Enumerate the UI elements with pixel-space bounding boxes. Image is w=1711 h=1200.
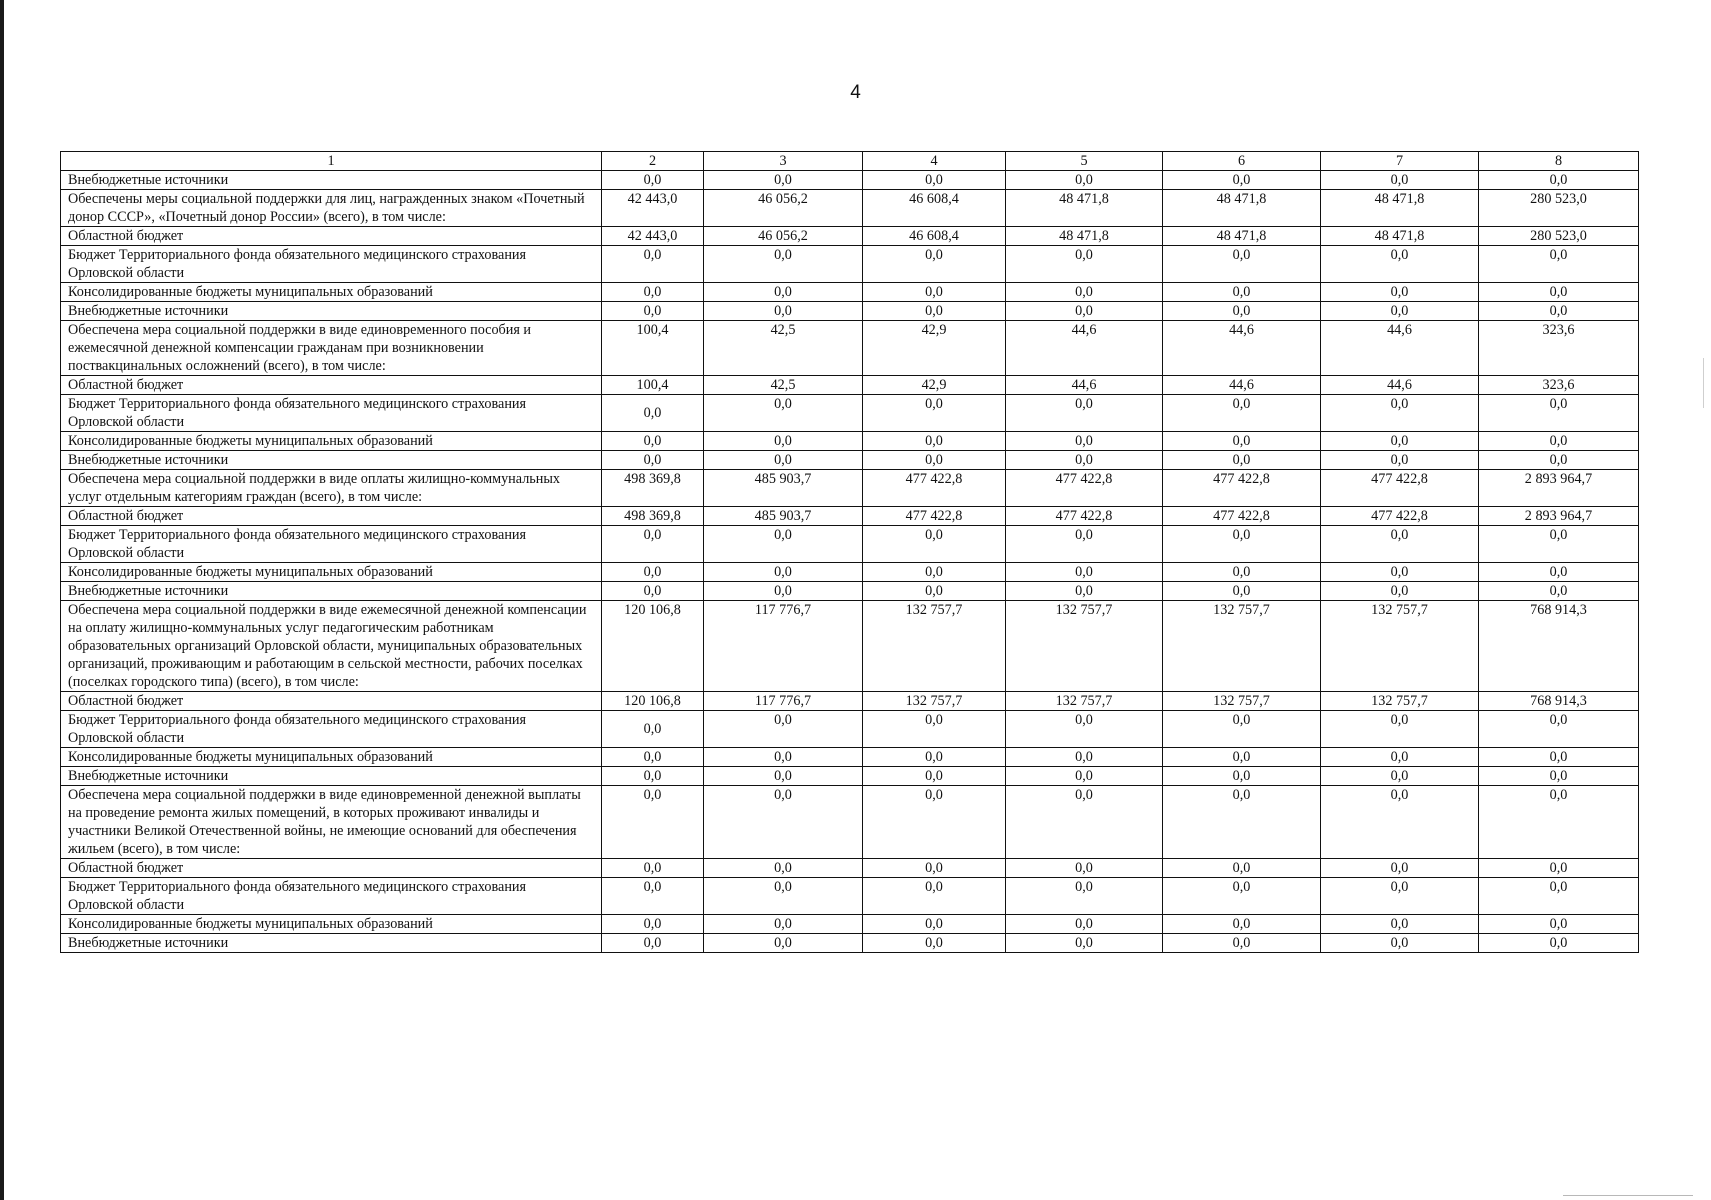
value-cell: 0,0: [863, 283, 1006, 302]
value-cell: 0,0: [602, 786, 704, 859]
value-cell: 0,0: [1163, 451, 1321, 470]
value-cell: 0,0: [1006, 526, 1163, 563]
value-cell: 0,0: [1321, 711, 1479, 748]
value-cell: 48 471,8: [1163, 227, 1321, 246]
value-cell: 0,0: [1321, 748, 1479, 767]
table-row: [61, 321, 1639, 376]
row-label: Областной бюджет: [61, 859, 602, 878]
row-label: Областной бюджет: [61, 227, 602, 246]
value-cell: 42,5: [704, 321, 863, 376]
value-cell: 477 422,8: [863, 507, 1006, 526]
value-cell: 0,0: [863, 767, 1006, 786]
value-cell: 46 608,4: [863, 190, 1006, 227]
value-cell: 0,0: [704, 302, 863, 321]
row-label: Консолидированные бюджеты муниципальных образований: [61, 283, 602, 302]
row-label: Внебюджетные источники: [61, 451, 602, 470]
table-row: [61, 451, 1639, 470]
value-cell: 0,0: [1321, 451, 1479, 470]
value-cell: 768 914,3: [1479, 601, 1639, 692]
value-cell: 0,0: [602, 432, 704, 451]
value-cell: 477 422,8: [1163, 507, 1321, 526]
value-cell: 0,0: [1163, 934, 1321, 953]
value-cell: 48 471,8: [1006, 190, 1163, 227]
value-cell: 0,0: [704, 451, 863, 470]
table-row: [61, 507, 1639, 526]
value-cell: 42 443,0: [602, 190, 704, 227]
value-cell: 44,6: [1321, 321, 1479, 376]
value-cell: 0,0: [1479, 767, 1639, 786]
row-label: Консолидированные бюджеты муниципальных образований: [61, 563, 602, 582]
value-cell: 477 422,8: [1163, 470, 1321, 507]
value-cell: 46 056,2: [704, 190, 863, 227]
value-cell: 477 422,8: [1321, 470, 1479, 507]
table-row: [61, 227, 1639, 246]
value-cell: 0,0: [863, 432, 1006, 451]
value-cell: 0,0: [863, 563, 1006, 582]
value-cell: 44,6: [1163, 321, 1321, 376]
row-label: Консолидированные бюджеты муниципальных образований: [61, 748, 602, 767]
value-cell: 48 471,8: [1163, 190, 1321, 227]
value-cell: 0,0: [602, 451, 704, 470]
row-label: Обеспечена мера социальной поддержки в виде ежемесячной денежной компенсации на оплату жилищно-коммунальных услуг педагогическим работникам образовательных организаций Орловской области, муниципальных образовательных организаций, проживающим и работающим в сельской местности, рабочих поселках (поселках городского типа) (всего), в том числе:: [61, 601, 602, 692]
value-cell: 0,0: [704, 878, 863, 915]
header-cell: 1: [61, 152, 602, 171]
value-cell: 0,0: [863, 748, 1006, 767]
value-cell: 0,0: [1321, 171, 1479, 190]
value-cell: 0,0: [1479, 878, 1639, 915]
value-cell: 0,0: [1006, 711, 1163, 748]
row-label: Внебюджетные источники: [61, 767, 602, 786]
row-label: Обеспечена мера социальной поддержки в виде единовременного пособия и ежемесячной денежной компенсации гражданам при возникновении поствакцинальных осложнений (всего), в том числе:: [61, 321, 602, 376]
value-cell: 0,0: [704, 786, 863, 859]
value-cell: 0,0: [1163, 283, 1321, 302]
value-cell: 0,0: [1321, 246, 1479, 283]
table-row: [61, 915, 1639, 934]
value-cell: 0,0: [1321, 302, 1479, 321]
value-cell: 42 443,0: [602, 227, 704, 246]
table-row: [61, 878, 1639, 915]
value-cell: 0,0: [1321, 395, 1479, 432]
value-cell: 0,0: [704, 526, 863, 563]
value-cell: 0,0: [1479, 171, 1639, 190]
value-cell: 0,0: [1006, 748, 1163, 767]
header-cell: 6: [1163, 152, 1321, 171]
value-cell: 0,0: [1321, 915, 1479, 934]
value-cell: 2 893 964,7: [1479, 470, 1639, 507]
value-cell: 0,0: [1163, 878, 1321, 915]
value-cell: 44,6: [1321, 376, 1479, 395]
row-label: Внебюджетные источники: [61, 171, 602, 190]
value-cell: 132 757,7: [1321, 692, 1479, 711]
header-cell: 3: [704, 152, 863, 171]
value-cell: 0,0: [1321, 526, 1479, 563]
row-label: Бюджет Территориального фонда обязательного медицинского страхования Орловской области: [61, 526, 602, 563]
value-cell: 0,0: [1479, 246, 1639, 283]
value-cell: 0,0: [863, 395, 1006, 432]
value-cell: 0,0: [602, 582, 704, 601]
value-cell: 0,0: [1163, 859, 1321, 878]
row-label: Внебюджетные источники: [61, 582, 602, 601]
value-cell: 132 757,7: [1006, 601, 1163, 692]
value-cell: 0,0: [704, 915, 863, 934]
value-cell: 120 106,8: [602, 601, 704, 692]
value-cell: 0,0: [863, 859, 1006, 878]
row-label: Областной бюджет: [61, 692, 602, 711]
value-cell: 0,0: [1163, 582, 1321, 601]
header-cell: 7: [1321, 152, 1479, 171]
table-row: [61, 601, 1639, 692]
value-cell: 498 369,8: [602, 507, 704, 526]
value-cell: 0,0: [1006, 283, 1163, 302]
row-label: Обеспечены меры социальной поддержки для лиц, награжденных знаком «Почетный донор СССР», «Почетный донор России» (всего), в том числе:: [61, 190, 602, 227]
value-cell: 485 903,7: [704, 507, 863, 526]
row-label: Областной бюджет: [61, 507, 602, 526]
value-cell: 0,0: [1321, 563, 1479, 582]
row-label: Бюджет Территориального фонда обязательного медицинского страхования Орловской области: [61, 395, 602, 432]
value-cell: 0,0: [1479, 786, 1639, 859]
value-cell: 100,4: [602, 376, 704, 395]
header-cell: 5: [1006, 152, 1163, 171]
table-row: [61, 395, 1639, 432]
value-cell: 0,0: [863, 915, 1006, 934]
value-cell: 0,0: [704, 859, 863, 878]
value-cell: 0,0: [1321, 934, 1479, 953]
value-cell: 477 422,8: [863, 470, 1006, 507]
row-label: Бюджет Территориального фонда обязательного медицинского страхования Орловской области: [61, 711, 602, 748]
value-cell: 0,0: [1479, 934, 1639, 953]
value-cell: 0,0: [1163, 395, 1321, 432]
row-label: Консолидированные бюджеты муниципальных образований: [61, 915, 602, 934]
value-cell: 0,0: [1321, 432, 1479, 451]
value-cell: 0,0: [1006, 582, 1163, 601]
value-cell: 0,0: [704, 246, 863, 283]
value-cell: 0,0: [1163, 302, 1321, 321]
value-cell: 42,9: [863, 376, 1006, 395]
table-header-row: [61, 152, 1639, 171]
value-cell: 132 757,7: [1321, 601, 1479, 692]
value-cell: 0,0: [1163, 915, 1321, 934]
value-cell: 0,0: [1321, 767, 1479, 786]
value-cell: 0,0: [1321, 859, 1479, 878]
value-cell: 0,0: [1479, 563, 1639, 582]
value-cell: 0,0: [602, 395, 704, 432]
value-cell: 0,0: [863, 302, 1006, 321]
table-row: [61, 283, 1639, 302]
table-row: [61, 767, 1639, 786]
value-cell: 44,6: [1006, 376, 1163, 395]
value-cell: 132 757,7: [863, 692, 1006, 711]
value-cell: 485 903,7: [704, 470, 863, 507]
value-cell: 0,0: [1479, 582, 1639, 601]
row-label: Внебюджетные источники: [61, 302, 602, 321]
value-cell: 323,6: [1479, 321, 1639, 376]
value-cell: 0,0: [1163, 432, 1321, 451]
value-cell: 42,9: [863, 321, 1006, 376]
row-label: Бюджет Территориального фонда обязательного медицинского страхования Орловской области: [61, 246, 602, 283]
header-cell: 8: [1479, 152, 1639, 171]
value-cell: 0,0: [1006, 786, 1163, 859]
table-row: [61, 432, 1639, 451]
value-cell: 280 523,0: [1479, 227, 1639, 246]
value-cell: 0,0: [1006, 859, 1163, 878]
value-cell: 0,0: [704, 748, 863, 767]
row-label: Консолидированные бюджеты муниципальных образований: [61, 432, 602, 451]
value-cell: 0,0: [1479, 915, 1639, 934]
table-row: [61, 376, 1639, 395]
value-cell: 0,0: [1006, 302, 1163, 321]
value-cell: 0,0: [1006, 246, 1163, 283]
value-cell: 0,0: [1479, 748, 1639, 767]
value-cell: 0,0: [704, 432, 863, 451]
value-cell: 132 757,7: [1163, 692, 1321, 711]
value-cell: 0,0: [704, 283, 863, 302]
value-cell: 2 893 964,7: [1479, 507, 1639, 526]
scan-artifact-line: [1703, 358, 1704, 408]
value-cell: 100,4: [602, 321, 704, 376]
value-cell: 0,0: [863, 934, 1006, 953]
value-cell: 0,0: [1006, 451, 1163, 470]
value-cell: 132 757,7: [863, 601, 1006, 692]
value-cell: 0,0: [1006, 915, 1163, 934]
header-cell: 4: [863, 152, 1006, 171]
table-row: [61, 582, 1639, 601]
table-row: [61, 526, 1639, 563]
value-cell: 0,0: [704, 171, 863, 190]
table-row: [61, 748, 1639, 767]
table-row: [61, 246, 1639, 283]
budget-table: [60, 151, 1639, 953]
value-cell: 0,0: [602, 748, 704, 767]
value-cell: 0,0: [863, 246, 1006, 283]
table-row: [61, 190, 1639, 227]
value-cell: 0,0: [863, 711, 1006, 748]
value-cell: 0,0: [1321, 878, 1479, 915]
value-cell: 132 757,7: [1163, 601, 1321, 692]
value-cell: 48 471,8: [1321, 190, 1479, 227]
value-cell: 0,0: [602, 246, 704, 283]
scan-left-edge: [0, 0, 4, 1200]
value-cell: 0,0: [863, 451, 1006, 470]
value-cell: 0,0: [863, 526, 1006, 563]
value-cell: 768 914,3: [1479, 692, 1639, 711]
row-label: Внебюджетные источники: [61, 934, 602, 953]
value-cell: 0,0: [1006, 432, 1163, 451]
value-cell: 0,0: [1006, 395, 1163, 432]
value-cell: 0,0: [863, 878, 1006, 915]
value-cell: 0,0: [704, 582, 863, 601]
value-cell: 0,0: [863, 786, 1006, 859]
value-cell: 0,0: [602, 711, 704, 748]
value-cell: 477 422,8: [1006, 470, 1163, 507]
value-cell: 0,0: [602, 878, 704, 915]
value-cell: 0,0: [1479, 526, 1639, 563]
value-cell: 0,0: [1163, 563, 1321, 582]
value-cell: 280 523,0: [1479, 190, 1639, 227]
value-cell: 498 369,8: [602, 470, 704, 507]
value-cell: 0,0: [1163, 786, 1321, 859]
value-cell: 44,6: [1006, 321, 1163, 376]
row-label: Обеспечена мера социальной поддержки в виде единовременной денежной выплаты на проведение ремонта жилых помещений, в которых проживают инвалиды и участники Великой Отечественной войны, не имеющие оснований для обеспечения жильем (всего), в том числе:: [61, 786, 602, 859]
value-cell: 117 776,7: [704, 692, 863, 711]
value-cell: 0,0: [1006, 878, 1163, 915]
value-cell: 477 422,8: [1321, 507, 1479, 526]
table-row: [61, 171, 1639, 190]
value-cell: 0,0: [1479, 395, 1639, 432]
value-cell: 0,0: [704, 563, 863, 582]
value-cell: 0,0: [1006, 171, 1163, 190]
value-cell: 0,0: [1479, 711, 1639, 748]
row-label: Бюджет Территориального фонда обязательного медицинского страхования Орловской области: [61, 878, 602, 915]
value-cell: 0,0: [602, 171, 704, 190]
value-cell: 0,0: [602, 283, 704, 302]
value-cell: 0,0: [704, 395, 863, 432]
value-cell: 0,0: [1006, 934, 1163, 953]
value-cell: 46 608,4: [863, 227, 1006, 246]
row-label: Обеспечена мера социальной поддержки в виде оплаты жилищно-коммунальных услуг отдельным категориям граждан (всего), в том числе:: [61, 470, 602, 507]
page-number: 4: [850, 82, 861, 103]
table-row: [61, 859, 1639, 878]
value-cell: 0,0: [1163, 246, 1321, 283]
value-cell: 0,0: [602, 563, 704, 582]
value-cell: 120 106,8: [602, 692, 704, 711]
value-cell: 0,0: [602, 934, 704, 953]
value-cell: 0,0: [1479, 283, 1639, 302]
value-cell: 0,0: [1479, 302, 1639, 321]
value-cell: 0,0: [1321, 283, 1479, 302]
value-cell: 0,0: [1163, 711, 1321, 748]
table-row: [61, 934, 1639, 953]
value-cell: 44,6: [1163, 376, 1321, 395]
value-cell: 0,0: [1479, 451, 1639, 470]
value-cell: 42,5: [704, 376, 863, 395]
value-cell: 0,0: [1479, 432, 1639, 451]
value-cell: 46 056,2: [704, 227, 863, 246]
value-cell: 0,0: [602, 526, 704, 563]
value-cell: 0,0: [1321, 582, 1479, 601]
value-cell: 0,0: [1163, 171, 1321, 190]
value-cell: 132 757,7: [1006, 692, 1163, 711]
value-cell: 48 471,8: [1321, 227, 1479, 246]
value-cell: 0,0: [863, 171, 1006, 190]
value-cell: 0,0: [1479, 859, 1639, 878]
scan-artifact-line: [1563, 1195, 1693, 1196]
header-cell: 2: [602, 152, 704, 171]
table-row: [61, 786, 1639, 859]
table-row: [61, 711, 1639, 748]
value-cell: 0,0: [1006, 767, 1163, 786]
value-cell: 0,0: [602, 767, 704, 786]
table-row: [61, 692, 1639, 711]
table-body: [61, 171, 1639, 953]
value-cell: 0,0: [1321, 786, 1479, 859]
value-cell: 323,6: [1479, 376, 1639, 395]
value-cell: 117 776,7: [704, 601, 863, 692]
value-cell: 0,0: [1163, 526, 1321, 563]
value-cell: 0,0: [602, 915, 704, 934]
value-cell: 0,0: [602, 859, 704, 878]
value-cell: 0,0: [704, 711, 863, 748]
value-cell: 0,0: [1006, 563, 1163, 582]
value-cell: 0,0: [602, 302, 704, 321]
table-row: [61, 470, 1639, 507]
value-cell: 0,0: [1163, 767, 1321, 786]
row-label: Областной бюджет: [61, 376, 602, 395]
value-cell: 0,0: [1163, 748, 1321, 767]
value-cell: 48 471,8: [1006, 227, 1163, 246]
value-cell: 0,0: [704, 934, 863, 953]
value-cell: 477 422,8: [1006, 507, 1163, 526]
value-cell: 0,0: [704, 767, 863, 786]
table-row: [61, 302, 1639, 321]
value-cell: 0,0: [863, 582, 1006, 601]
table-row: [61, 563, 1639, 582]
